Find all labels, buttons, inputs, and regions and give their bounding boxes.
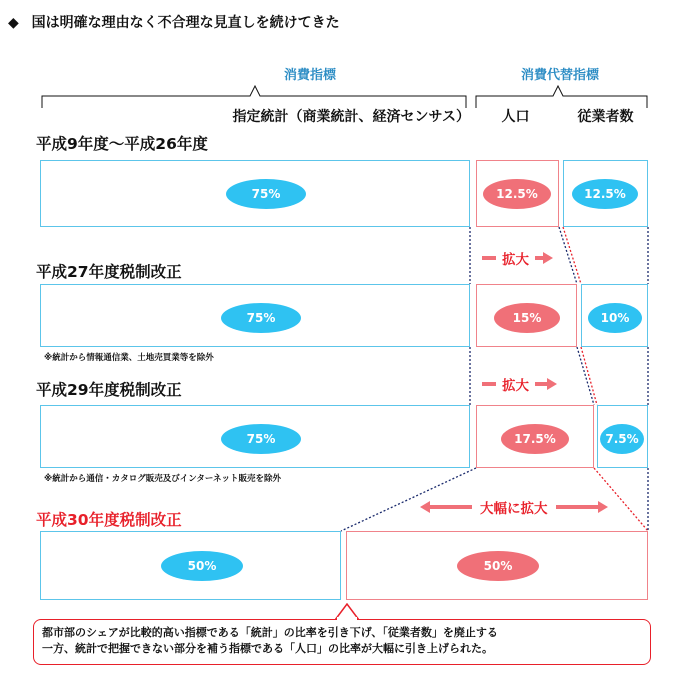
- section-2-employees-value: 10%: [588, 303, 642, 333]
- section-1-title: 平成9年度～平成26年度: [36, 135, 208, 153]
- callout-box: [33, 619, 651, 665]
- section-2-title: 平成27年度税制改正: [36, 263, 182, 281]
- diamond-bullet-icon: ◆: [8, 15, 19, 31]
- connector-mid-2a: [577, 347, 594, 405]
- section-3-note: ※統計から通信・カタログ販売及びインターネット販売を除外: [44, 474, 282, 484]
- employees-column-label: 従業者数: [577, 109, 634, 125]
- section-2-note: ※統計から情報通信業、土地売買業等を除外: [44, 353, 214, 363]
- section-4-population-value: 50%: [457, 551, 539, 581]
- statistics-column-label: 指定統計（商業統計、経済センサス）: [232, 109, 470, 125]
- callout-line-1: 都市部のシェアが比較的高い指標である「統計」の比率を引き下げ、「従業者数」を廃止する: [42, 626, 498, 639]
- section-3-population-value: 17.5%: [501, 424, 569, 454]
- section-2-statistics-value: 75%: [221, 303, 301, 333]
- section-1-statistics-value: 75%: [226, 179, 306, 209]
- expand-3-label: 大幅に拡大: [480, 501, 548, 517]
- expand-1-label: 拡大: [502, 252, 529, 268]
- section-1-population-value: 12.5%: [483, 179, 551, 209]
- connector-mid-1a: [559, 227, 577, 284]
- headline-text: 国は明確な理由なく不合理な見直しを続けてきた: [31, 15, 340, 31]
- section-4-statistics-value: 50%: [161, 551, 243, 581]
- connector-mid-3: [594, 468, 648, 531]
- connector-mid-1b: [563, 227, 581, 284]
- expand-2-label: 拡大: [502, 378, 529, 394]
- section-1-employees-value: 12.5%: [572, 179, 638, 209]
- population-column-label: 人口: [501, 109, 530, 125]
- section-4-title: 平成30年度税制改正: [36, 511, 182, 529]
- consumption-index-label: 消費指標: [283, 68, 336, 83]
- connector-left-3: [341, 468, 476, 531]
- section-3-statistics-value: 75%: [221, 424, 301, 454]
- callout-pointer-cover: [337, 617, 357, 621]
- substitute-index-label: 消費代替指標: [520, 68, 599, 83]
- section-2-population-value: 15%: [494, 303, 560, 333]
- callout-line-2: 一方、統計で把握できない部分を補う指標である「人口」の比率が大幅に引き上げられた。: [42, 642, 493, 655]
- section-3-title: 平成29年度税制改正: [36, 381, 182, 399]
- connector-mid-2b: [581, 347, 597, 405]
- section-3-employees-value: 7.5%: [600, 424, 644, 454]
